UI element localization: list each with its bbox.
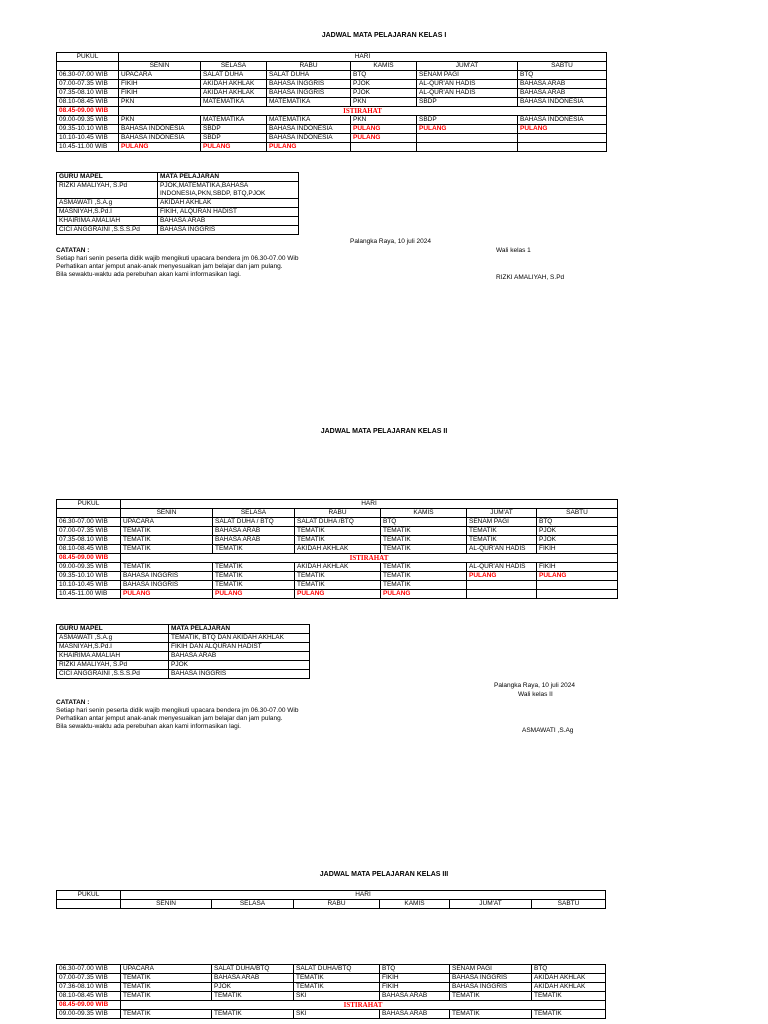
table-row (57, 536, 618, 545)
table-row (57, 125, 607, 134)
kelas1-wali-name: RIZKI AMALIYAH, S.Pd (496, 274, 565, 281)
catatan-line: Perhatikan antar jemput anak-anak menyesuaikan jam belajar dan jam pulang. (56, 263, 283, 270)
day-header-rabu: RABU (294, 900, 380, 909)
schedule-cell: PULANG (119, 143, 201, 152)
schedule-cell: PULANG (295, 590, 381, 599)
time-cell: 10.10-10.45 WIB (57, 134, 119, 143)
time-cell: 07.35-08.10 WIB (57, 89, 119, 98)
guru-subjects: BAHASA ARAB (158, 217, 299, 226)
schedule-cell: BAHASA ARAB (213, 527, 295, 536)
guru-name: ASMAWATI ,S.A.g (57, 199, 158, 208)
time-cell: 07.00-07.35 WIB (57, 527, 121, 536)
table-row (57, 563, 618, 572)
istirahat-cell: ISTIRAHAT (121, 554, 618, 563)
schedule-cell (537, 581, 618, 590)
schedule-cell: BAHASA INGGRIS (450, 983, 532, 992)
schedule-cell: TEMATIK (295, 536, 381, 545)
day-header-kamis: KAMIS (381, 509, 467, 518)
schedule-cell: FIKIH (119, 89, 201, 98)
schedule-cell: BTQ (380, 965, 450, 974)
istirahat-cell: ISTIRAHAT (121, 1001, 606, 1010)
schedule-cell: PULANG (381, 590, 467, 599)
schedule-cell (467, 590, 537, 599)
schedule-cell: BAHASA INGGRIS (121, 572, 213, 581)
kelas2-schedule-table (56, 499, 618, 599)
mapel-header: MATA PELAJARAN (158, 173, 299, 182)
day-header-senin: SENIN (119, 62, 201, 71)
schedule-cell: SENAM PAGI (450, 965, 532, 974)
kelas1-schedule-table (56, 52, 607, 152)
schedule-cell: BAHASA INGGRIS (121, 581, 213, 590)
schedule-cell: TEMATIK (121, 536, 213, 545)
schedule-cell: TEMATIK (381, 581, 467, 590)
schedule-cell: PULANG (417, 125, 518, 134)
schedule-cell: SBDP (201, 125, 267, 134)
schedule-cell: TEMATIK (121, 545, 213, 554)
schedule-cell: PKN (351, 98, 417, 107)
schedule-cell: PJOK (537, 536, 618, 545)
day-header-senin: SENIN (121, 900, 212, 909)
day-header-kamis: KAMIS (380, 900, 450, 909)
schedule-cell: TEMATIK (381, 527, 467, 536)
day-header-selasa: SELASA (212, 900, 294, 909)
table-row (57, 116, 607, 125)
schedule-cell (417, 143, 518, 152)
table-row (57, 89, 607, 98)
schedule-cell: PULANG (537, 572, 618, 581)
table-row (57, 1010, 606, 1019)
schedule-cell: MATEMATIKA (267, 98, 351, 107)
schedule-cell: AKIDAH AKHLAK (532, 983, 606, 992)
time-cell: 09.35-10.10 WIB (57, 125, 119, 134)
time-cell: 08.10-08.45 WIB (57, 545, 121, 554)
kelas1-wali-label: Wali kelas 1 (496, 247, 531, 254)
table-row (57, 134, 607, 143)
schedule-cell: BTQ (381, 518, 467, 527)
schedule-cell: SALAT DUHA /BTQ (295, 518, 381, 527)
guru-name: MASNIYAH,S.Pd.I (57, 643, 169, 652)
time-cell: 08.45-09.00 WIB (57, 107, 119, 116)
schedule-cell: TEMATIK (213, 563, 295, 572)
schedule-cell: TEMATIK (212, 992, 294, 1001)
schedule-cell: BAHASA ARAB (518, 80, 607, 89)
schedule-cell: BTQ (351, 71, 417, 80)
table-row (57, 98, 607, 107)
schedule-cell: AL-QUR'AN HADIS (417, 89, 518, 98)
guru-name: RIZKI AMALIYAH, S.Pd (57, 661, 169, 670)
schedule-cell: PULANG (351, 125, 417, 134)
schedule-cell: BTQ (532, 965, 606, 974)
schedule-cell: TEMATIK (295, 527, 381, 536)
schedule-cell: AL-QUR'AN HADIS (467, 563, 537, 572)
schedule-cell: AL-QUR'AN HADIS (467, 545, 537, 554)
schedule-cell: TEMATIK (294, 974, 380, 983)
schedule-cell: TEMATIK (121, 527, 213, 536)
time-cell: 06.30-07.00 WIB (57, 518, 121, 527)
schedule-cell (537, 590, 618, 599)
guru-name: ASMAWATI ,S.A.g (57, 634, 169, 643)
catatan-line: Bila sewaktu-waktu ada perebuhan akan kami informasikan lagi. (56, 723, 241, 730)
table-row (57, 545, 618, 554)
schedule-cell: PJOK (537, 527, 618, 536)
time-cell: 08.10-08.45 WIB (57, 98, 119, 107)
kelas1-place-date: Palangka Raya, 10 juli 2024 (350, 238, 431, 245)
schedule-cell: SBDP (417, 116, 518, 125)
schedule-cell: BAHASA ARAB (518, 89, 607, 98)
schedule-cell: BAHASA INDONESIA (119, 134, 201, 143)
guru-name: KHAIRIMA AMALIAH (57, 217, 158, 226)
table-row (57, 518, 618, 527)
time-cell: 08.45-09.00 WIB (57, 1001, 121, 1010)
schedule-cell: AKIDAH AKHLAK (532, 974, 606, 983)
schedule-cell: FIKIH (537, 545, 618, 554)
schedule-cell: PKN (119, 116, 201, 125)
day-header-senin: SENIN (121, 509, 213, 518)
catatan-line: Setiap hari senin peserta didik wajib mengikuti upacara bendera jm 06.30-07.00 Wib (56, 707, 299, 714)
pukul-header-blank (57, 62, 119, 71)
time-cell: 08.10-08.45 WIB (57, 992, 121, 1001)
schedule-cell: TEMATIK (295, 581, 381, 590)
schedule-cell: PJOK (212, 983, 294, 992)
table-row (57, 974, 606, 983)
schedule-cell: MATEMATIKA (201, 98, 267, 107)
time-cell: 07.00-07.35 WIB (57, 974, 121, 983)
pukul-header: PUKUL (57, 891, 121, 900)
schedule-cell: TEMATIK (381, 545, 467, 554)
kelas1-guru-table (56, 172, 299, 235)
guru-subjects: FIKIH, ALQURAN HADIST (158, 208, 299, 217)
time-cell: 09.00-09.35 WIB (57, 116, 119, 125)
schedule-cell: PULANG (267, 143, 351, 152)
schedule-cell (518, 143, 607, 152)
kelas1-catatan (56, 247, 298, 279)
schedule-cell: BAHASA INGGRIS (267, 89, 351, 98)
schedule-cell: BAHASA ARAB (212, 974, 294, 983)
schedule-cell: FIKIH (537, 563, 618, 572)
schedule-cell: TEMATIK (532, 1010, 606, 1019)
kelas1-rows (57, 71, 607, 152)
schedule-cell: BAHASA INDONESIA (518, 116, 607, 125)
schedule-cell: SALAT DUHA (267, 71, 351, 80)
time-cell: 09.35-10.10 WIB (57, 572, 121, 581)
kelas2-catatan (56, 699, 298, 731)
schedule-cell (518, 134, 607, 143)
time-cell: 06.30-07.00 WIB (57, 965, 121, 974)
table-row (57, 554, 618, 563)
schedule-cell: BAHASA INGGRIS (267, 80, 351, 89)
schedule-cell: BTQ (518, 71, 607, 80)
schedule-cell: FIKIH (119, 80, 201, 89)
guru-subjects: FIKIH DAN ALQURAN HADIST (169, 643, 310, 652)
schedule-cell: TEMATIK (467, 536, 537, 545)
catatan-title: CATATAN : (56, 699, 90, 706)
table-row (57, 1001, 606, 1010)
table-row (57, 71, 607, 80)
kelas3-title: JADWAL MATA PELAJARAN KELAS III (319, 871, 449, 878)
schedule-cell: PJOK (351, 89, 417, 98)
kelas1-title: JADWAL MATA PELAJARAN KELAS I (321, 32, 447, 39)
schedule-cell: TEMATIK (121, 974, 212, 983)
catatan-line: Perhatikan antar jemput anak-anak menyesuaikan jam belajar dan jam pulang. (56, 715, 283, 722)
time-cell: 09.00-09.35 WIB (57, 563, 121, 572)
time-cell: 06.30-07.00 WIB (57, 71, 119, 80)
schedule-cell (417, 134, 518, 143)
guru-subjects: AKIDAH AKHLAK (158, 199, 299, 208)
time-cell: 10.45-11.00 WIB (57, 590, 121, 599)
day-header-rabu: RABU (267, 62, 351, 71)
schedule-cell: PULANG (213, 590, 295, 599)
guru-subjects: BAHASA ARAB (169, 652, 310, 661)
schedule-cell: PJOK (351, 80, 417, 89)
pukul-header-blank (57, 509, 121, 518)
schedule-cell: TEMATIK (212, 1010, 294, 1019)
schedule-cell: TEMATIK (294, 983, 380, 992)
guru-name: CICI ANGGRAINI ,S.S.S.Pd (57, 226, 158, 235)
schedule-cell: MATEMATIKA (201, 116, 267, 125)
schedule-cell: TEMATIK (532, 992, 606, 1001)
time-cell: 07.35-08.10 WIB (57, 536, 121, 545)
schedule-cell: SKI (294, 1010, 380, 1019)
schedule-cell: BAHASA INDONESIA (119, 125, 201, 134)
schedule-cell: BAHASA INDONESIA (267, 125, 351, 134)
schedule-cell: FIKIH (380, 983, 450, 992)
guru-name: RIZKI AMALIYAH, S.Pd (57, 182, 158, 199)
schedule-cell: BAHASA INGGRIS (450, 974, 532, 983)
schedule-cell: AKIDAH AKHLAK (201, 80, 267, 89)
schedule-cell: TEMATIK (121, 563, 213, 572)
schedule-cell: SENAM PAGI (417, 71, 518, 80)
schedule-cell: TEMATIK (295, 572, 381, 581)
schedule-cell: TEMATIK (450, 992, 532, 1001)
table-row (57, 983, 606, 992)
schedule-cell: PULANG (121, 590, 213, 599)
schedule-cell: BAHASA INDONESIA (267, 134, 351, 143)
schedule-cell: TEMATIK (381, 563, 467, 572)
schedule-cell: AL-QUR'AN HADIS (417, 80, 518, 89)
time-cell: 10.10-10.45 WIB (57, 581, 121, 590)
kelas2-wali-label: Wali kelas II (518, 691, 553, 698)
schedule-cell: BAHASA INDONESIA (518, 98, 607, 107)
guru-header: GURU MAPEL (57, 625, 169, 634)
time-cell: 07.00-07.35 WIB (57, 80, 119, 89)
day-header-selasa: SELASA (213, 509, 295, 518)
table-row (57, 572, 618, 581)
guru-subjects: TEMATIK, BTQ DAN AKIDAH AKHLAK (169, 634, 310, 643)
schedule-cell: BAHASA ARAB (380, 1010, 450, 1019)
schedule-cell: UPACARA (121, 965, 212, 974)
day-header-rabu: RABU (295, 509, 381, 518)
schedule-cell: SALAT DUHA/BTQ (212, 965, 294, 974)
istirahat-cell: ISTIRAHAT (119, 107, 607, 116)
time-cell: 08.45-09.00 WIB (57, 554, 121, 563)
schedule-cell: SBDP (201, 134, 267, 143)
catatan-title: CATATAN : (56, 247, 90, 254)
table-row (57, 581, 618, 590)
schedule-cell: SENAM PAGI (467, 518, 537, 527)
kelas3-header-table (56, 890, 606, 909)
schedule-cell: TEMATIK (213, 581, 295, 590)
table-row (57, 965, 606, 974)
schedule-cell: AKIDAH AKHLAK (295, 545, 381, 554)
schedule-cell: SALAT DUHA/BTQ (294, 965, 380, 974)
schedule-cell: TEMATIK (381, 572, 467, 581)
table-row (57, 590, 618, 599)
guru-name: CICI ANGGRAINI ,S.S.S.Pd (57, 670, 169, 679)
schedule-cell: UPACARA (119, 71, 201, 80)
catatan-line: Bila sewaktu-waktu ada perebuhan akan kami informasikan lagi. (56, 271, 241, 278)
kelas2-title: JADWAL MATA PELAJARAN KELAS II (320, 428, 448, 435)
day-header-jumat: JUM'AT (467, 509, 537, 518)
pukul-header: PUKUL (57, 53, 119, 62)
schedule-cell: TEMATIK (450, 1010, 532, 1019)
schedule-cell: SKI (294, 992, 380, 1001)
hari-header: HARI (119, 53, 607, 62)
schedule-cell: UPACARA (121, 518, 213, 527)
catatan-line: Setiap hari senin peserta didik wajib mengikuti upacara bendera jm 06.30-07.00 Wib (56, 255, 299, 262)
schedule-cell: PULANG (467, 572, 537, 581)
schedule-cell: FIKIH (380, 974, 450, 983)
pukul-header: PUKUL (57, 500, 121, 509)
table-row (57, 527, 618, 536)
schedule-cell: PKN (119, 98, 201, 107)
schedule-cell: BAHASA ARAB (380, 992, 450, 1001)
time-cell: 07.36-08.10 WIB (57, 983, 121, 992)
pukul-header-blank (57, 900, 121, 909)
hari-header: HARI (121, 500, 618, 509)
kelas2-place-date: Palangka Raya, 10 juli 2024 (494, 682, 575, 689)
schedule-cell: PULANG (518, 125, 607, 134)
guru-subjects: PJOK,MATEMATIKA,BAHASA INDONESIA,PKN,SBDP, BTQ,PJOK (158, 182, 299, 199)
schedule-cell: TEMATIK (121, 1010, 212, 1019)
day-header-jumat: JUM'AT (450, 900, 532, 909)
day-header-jumat: JUM'AT (417, 62, 518, 71)
schedule-cell: TEMATIK (121, 983, 212, 992)
schedule-cell: SBDP (417, 98, 518, 107)
day-header-sabtu: SABTU (537, 509, 618, 518)
schedule-cell: MATEMATIKA (267, 116, 351, 125)
schedule-cell: SALAT DUHA (201, 71, 267, 80)
guru-subjects: BAHASA INGGRIS (158, 226, 299, 235)
guru-subjects: BAHASA INGGRIS (169, 670, 310, 679)
guru-name: KHAIRIMA AMALIAH (57, 652, 169, 661)
time-cell: 09.00-09.35 WIB (57, 1010, 121, 1019)
schedule-cell: PULANG (201, 143, 267, 152)
kelas2-guru-table (56, 624, 310, 679)
schedule-cell: SALAT DUHA / BTQ (213, 518, 295, 527)
schedule-cell: BTQ (537, 518, 618, 527)
schedule-cell: TEMATIK (121, 992, 212, 1001)
schedule-cell (351, 143, 417, 152)
table-row (57, 143, 607, 152)
schedule-cell: BAHASA ARAB (213, 536, 295, 545)
schedule-cell: TEMATIK (213, 545, 295, 554)
kelas3-rows (57, 965, 606, 1019)
schedule-cell: AKIDAH AKHLAK (201, 89, 267, 98)
mapel-header: MATA PELAJARAN (169, 625, 310, 634)
schedule-cell: TEMATIK (381, 536, 467, 545)
schedule-cell: PKN (351, 116, 417, 125)
day-header-sabtu: SABTU (532, 900, 606, 909)
kelas3-schedule-table (56, 964, 606, 1019)
guru-header: GURU MAPEL (57, 173, 158, 182)
guru-name: MASNIYAH,S.Pd.I (57, 208, 158, 217)
table-row (57, 80, 607, 89)
time-cell: 10.45-11.00 WIB (57, 143, 119, 152)
day-header-kamis: KAMIS (351, 62, 417, 71)
table-row (57, 107, 607, 116)
schedule-cell: TEMATIK (467, 527, 537, 536)
kelas2-wali-name: ASMAWATI ,S.Ag (522, 727, 574, 734)
day-header-selasa: SELASA (201, 62, 267, 71)
schedule-cell: TEMATIK (213, 572, 295, 581)
schedule-cell: PULANG (351, 134, 417, 143)
schedule-cell: AKIDAH AKHLAK (295, 563, 381, 572)
kelas2-rows (57, 518, 618, 599)
guru-subjects: PJOK (169, 661, 310, 670)
hari-header: HARI (121, 891, 606, 900)
table-row (57, 992, 606, 1001)
day-header-sabtu: SABTU (518, 62, 607, 71)
schedule-cell (467, 581, 537, 590)
